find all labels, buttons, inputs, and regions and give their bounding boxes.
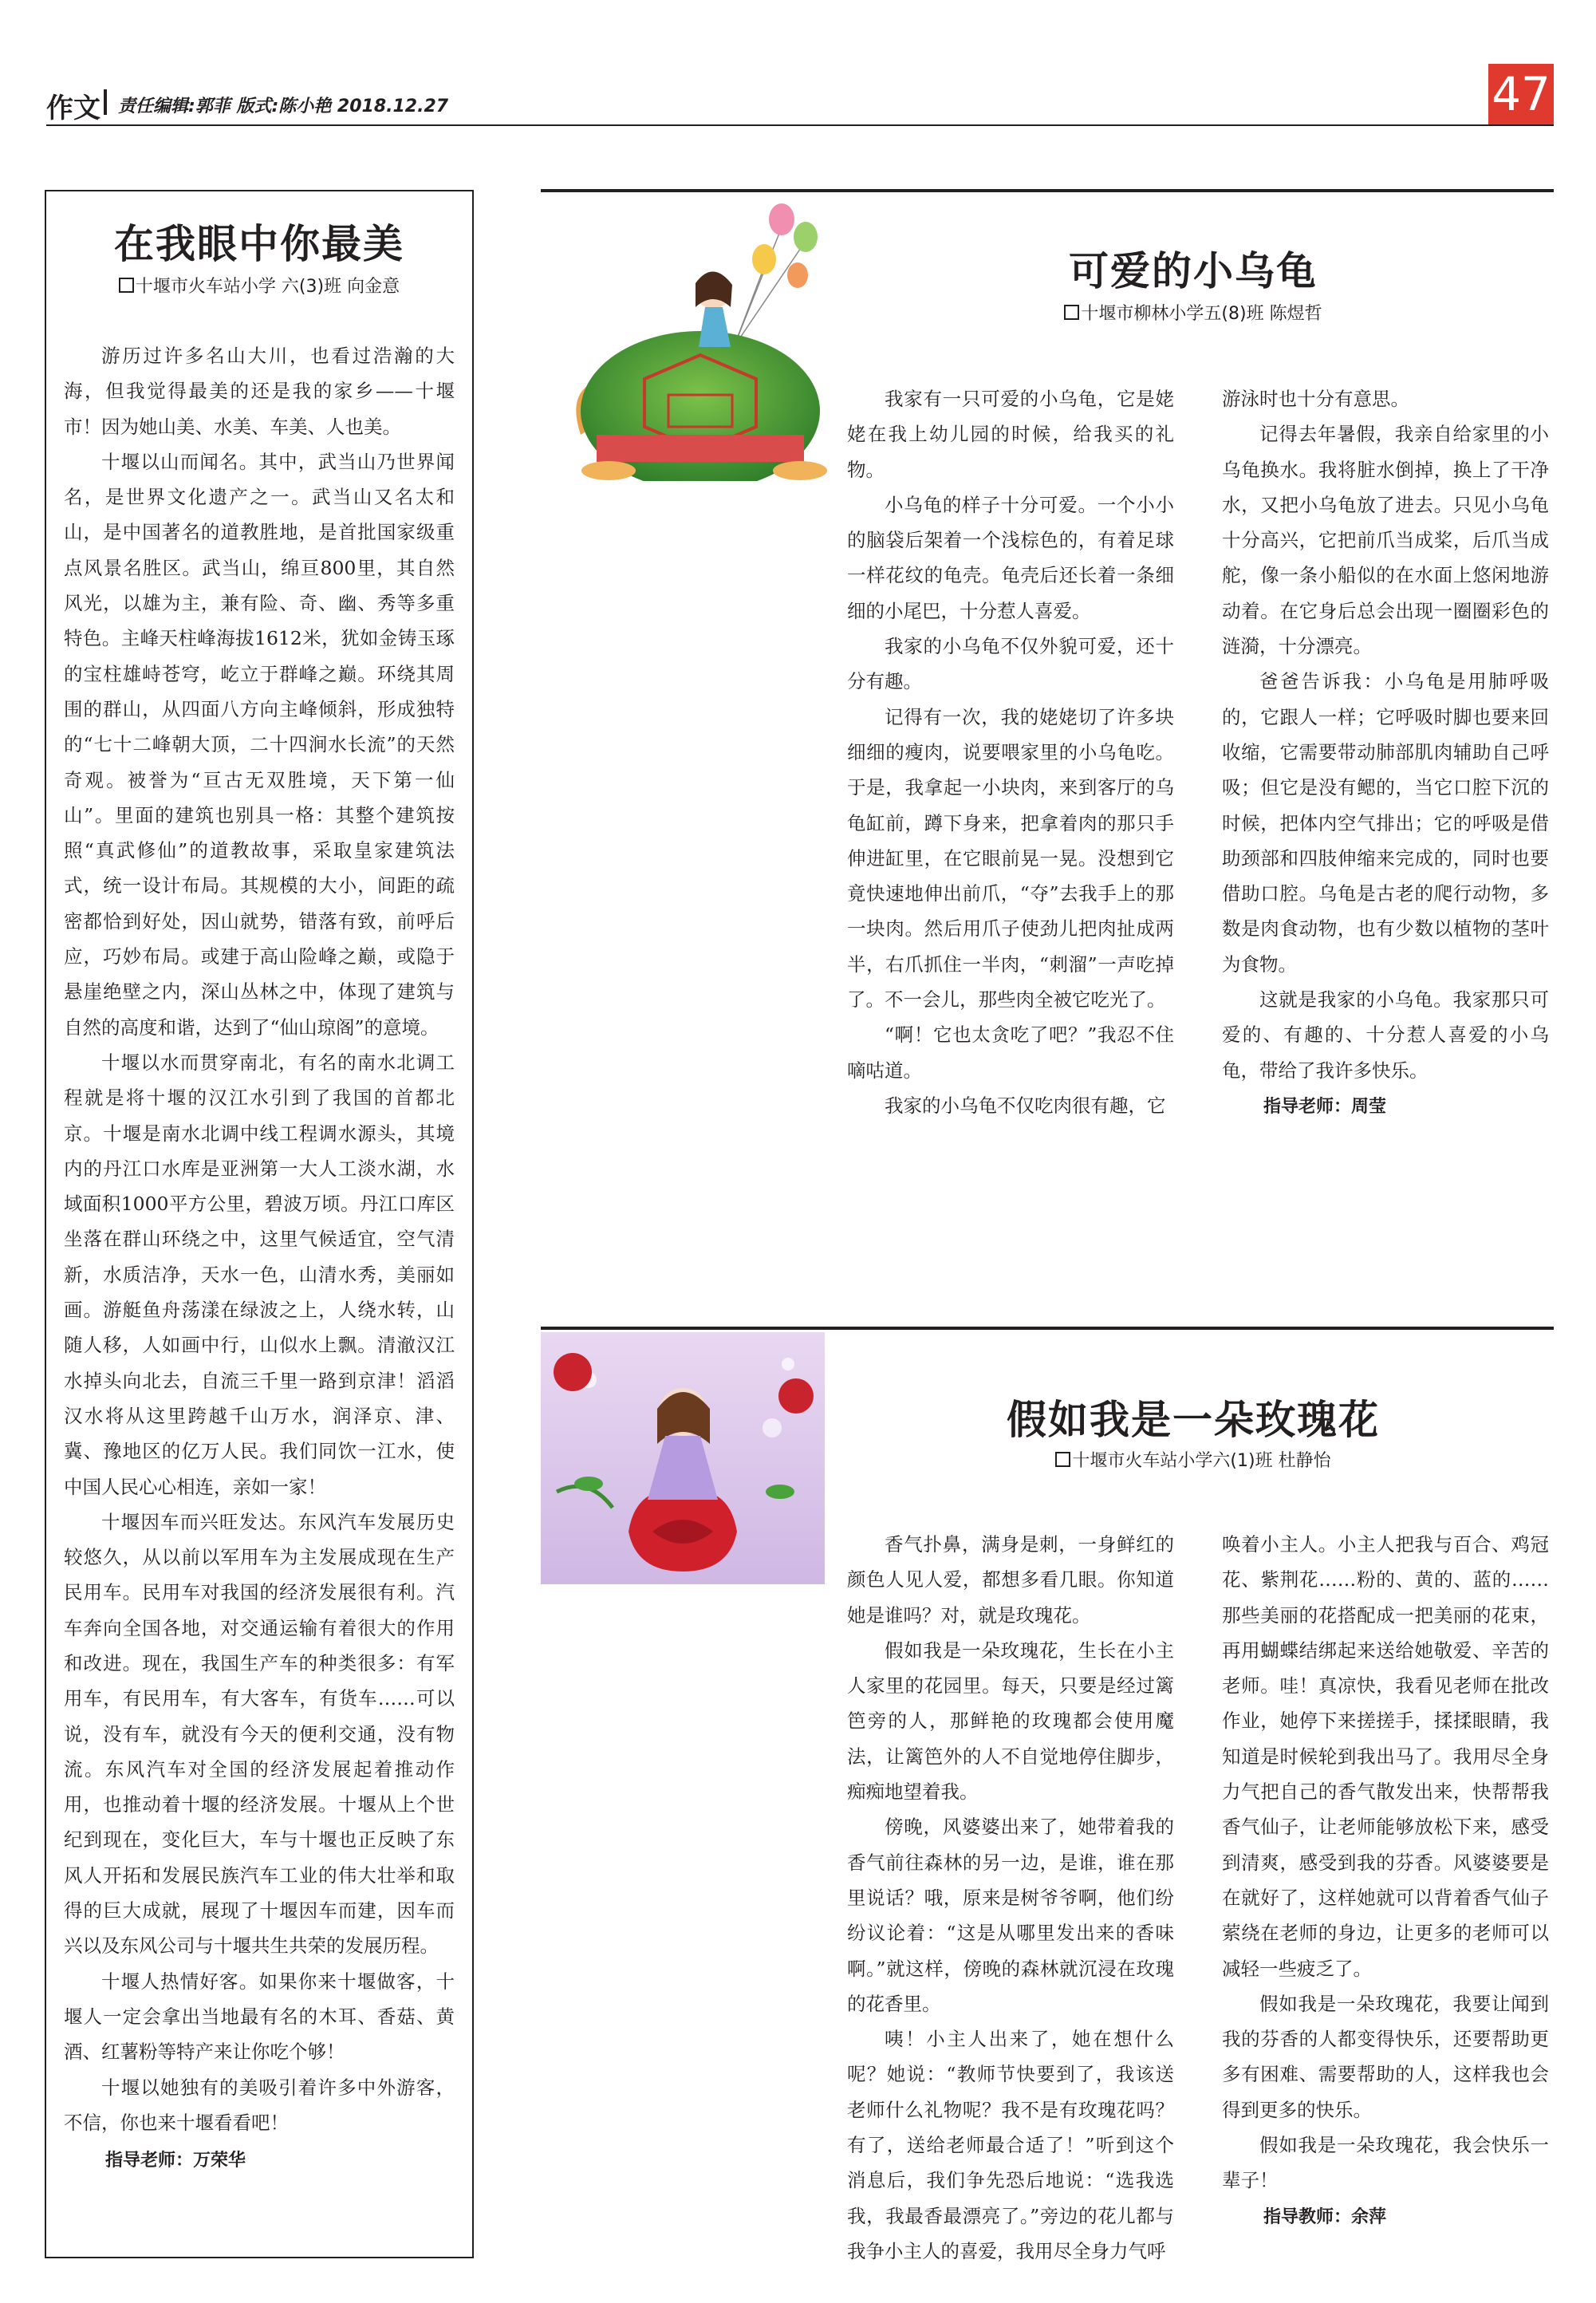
paragraph: 游历过许多名山大川，也看过浩瀚的大海，但我觉得最美的还是我的家乡——十堰市！因为她山美、水美、车美、人也美。 [64,345,455,438]
header-divider [104,89,107,115]
paragraph: 假如我是一朵玫瑰花，生长在小主人家里的花园里。每天，只要是经过篱笆旁的人，那鲜艳的玫瑰都会使用魔法，让篱笆外的人不自觉地停住脚步，痴痴地望着我。 [847,1639,1174,1804]
editor-info: 责任编辑:郭菲 版式:陈小艳 2018.12.27 [118,97,449,116]
article-2-col-2 [1222,381,1549,1125]
paragraph: 十堰以她独有的美吸引着许多中外游客，不信，你也来十堰看看吧！ [64,2076,455,2134]
paragraph: 记得去年暑假，我亲自给家里的小乌龟换水。我将脏水倒掉，换上了干净水，又把小乌龟放了进去。只见小乌龟十分高兴，它把前爪当成桨，后爪当成舵，像一条小船似的在水面上悠闲地游动着。在它身后总会出现一圈圈彩色的涟漪，十分漂亮。 [1222,423,1549,658]
article-1-teacher: 指导老师：万荣华 [105,2151,246,2171]
article-3-teacher: 指导教师：余萍 [1263,2206,1387,2227]
paragraph: 记得有一次，我的姥姥切了许多块细细的瘦肉，说要喂家里的小乌龟吃。于是，我拿起一小块肉，来到客厅的乌龟缸前，蹲下身来，把拿着肉的那只手伸进缸里，在它眼前晃一晃。没想到它竟快速地伸出前爪，“夺”去我手上的那一块肉。然后用爪子使劲儿把肉扯成两半，右爪抓住一半肉，“刺溜”一声吃掉了。不一会儿，那些肉全被它吃光了。 [847,705,1174,1012]
article-3-col-1 [847,1527,1174,2269]
paragraph: 十堰以水而贯穿南北，有名的南水北调工程就是将十堰的汉江水引到了我国的首都北京。十堰是南水北调中线工程调水源头，其境内的丹江口水库是亚洲第一大人工淡水湖，水域面积1000平方公里，碧波万顷。丹江口库区坐落在群山环绕之中，这里气候适宜，空气清新，水质洁净，天水一色，山清水秀，美丽如画。游艇鱼舟荡漾在绿波之上，人绕水转，山随人移，人如画中行，山似水上飘。清澈汉江水掉头向北去，自流三千里一路到京津！滔滔汉水将从这里跨越千山万水，润泽京、津、冀、豫地区的亿万人民。我们同饮一江水，使中国人民心心相连，亲如一家！ [64,1051,455,1498]
paragraph: 爸爸告诉我：小乌龟是用肺呼吸的，它跟人一样；它呼吸时脚也要来回收缩，它需要带动肺部肌肉辅助自己呼吸；但它是没有鳃的，当它口腔下沉的时候，把体内空气排出；它的呼吸是借助颈部和四肢伸缩来完成的，同时也要借助口腔。乌龟是古老的爬行动物，多数是肉食动物，也有少数以植物的茎叶为食物。 [1222,670,1549,976]
girl-on-turtle-illustration [549,195,836,481]
article-3-rule [541,1327,1554,1330]
paragraph: 我家的小乌龟不仅吃肉很有趣，它 [885,1094,1166,1117]
paragraph: 假如我是一朵玫瑰花，我要让闻到我的芬香的人都变得快乐，还要帮助更多有困难、需要帮助的人，这样我也会得到更多的快乐。 [1222,1992,1549,2121]
square-bullet-icon [119,278,134,293]
paragraph: 我家有一只可爱的小乌龟，它是姥姥在我上幼儿园的时候，给我买的礼物。 [847,388,1174,481]
square-bullet-icon [1064,305,1079,320]
article-3-byline: 十堰市火车站小学六(1)班 杜静怡 [994,1447,1393,1472]
article-2-col-1 [847,381,1174,1123]
paragraph: 假如我是一朵玫瑰花，我会快乐一辈子！ [1222,2134,1549,2192]
girl-on-rose-illustration [541,1332,825,1584]
paragraph: 这就是我家的小乌龟。我家那只可爱的、有趣的、十分惹人喜爱的小乌龟，带给了我许多快乐。 [1222,988,1549,1082]
paragraph: 十堰人热情好客。如果你来十堰做客，十堰人一定会拿出当地最有名的木耳、香菇、黄酒、红薯粉等特产来让你吃个够！ [64,1970,455,2064]
paragraph: 咦！小主人出来了，她在想什么呢？她说：“教师节快要到了，我该送老师什么礼物呢？我不是有玫瑰花吗？有了，送给老师最合适了！”听到这个消息后，我们争先恐后地说：“选我选我，我最香最漂亮了。”旁边的花儿都与我争小主人的喜爱，我用尽全身力气呼 [847,2028,1174,2262]
paragraph: 香气扑鼻，满身是刺，一身鲜红的颜色人见人爱，都想多看几眼。你知道她是谁吗？对，就是玫瑰花。 [847,1533,1174,1627]
paragraph: “啊！它也太贪吃了吧？”我忍不住嘀咕道。 [847,1023,1174,1082]
article-2-byline: 十堰市柳林小学五(8)班 陈煜哲 [994,300,1393,325]
article-3-col-2 [1222,1527,1549,2235]
paragraph: 十堰因车而兴旺发达。东风汽车发展历史较悠久，从以前以军用车为主发展成现在生产民用车。民用车对我国的经济发展很有利。汽车奔向全国各地，对交通运输有着很大的作用和改进。现在，我国生产车的种类很多：有军用车，有民用车，有大客车，有货车……可以说，没有车，就没有今天的便利交通，没有物流。东风汽车对全国的经济发展起着推动作用，也推动着十堰的经济发展。十堰从上个世纪到现在，变化巨大，车与十堰也正反映了东风人开拓和发展民族汽车工业的伟大壮举和取得的巨大成就，展现了十堰因车而建，因车而兴以及东风公司与十堰共生共荣的发展历程。 [64,1510,455,1958]
paragraph: 傍晚，风婆婆出来了，她带着我的香气前往森林的另一边，是谁，谁在那里说话？哦，原来是树爷爷啊，他们纷纷议论着：“这是从哪里发出来的香味啊。”就这样，傍晚的森林就沉浸在玫瑰的花香里。 [847,1816,1174,2015]
article-3-title: 假如我是一朵玫瑰花 [1007,1396,1380,1443]
section-label: 作文 [46,93,100,124]
article-1-byline: 十堰市火车站小学 六(3)班 向金意 [64,273,455,298]
paragraph: 小乌龟的样子十分可爱。一个小小的脑袋后架着一个浅棕色的，有着足球一样花纹的龟壳。龟壳后还长着一条细细的小尾巴，十分惹人喜爱。 [847,493,1174,622]
page-number: 47 [1488,64,1554,124]
paragraph-continuation: 唤着小主人。小主人把我与百合、鸡冠花、紫荆花……粉的、黄的、蓝的……那些美丽的花搭配成一把美丽的花束，再用蝴蝶结绑起来送给她敬爱、辛苦的老师。哇！真凉快，我看见老师在批改作业，她停下来搓搓手，揉揉眼睛，我知道是时候轮到我出马了。我用尽全身力气把自己的香气散发出来，快帮帮我香气仙子，让老师能够放松下来，感受到清爽，感受到我的芬香。风婆婆要是在就好了，这样她就可以背着香气仙子萦绕在老师的身边，让更多的老师可以减轻一些疲乏了。 [1222,1533,1549,1980]
paragraph: 我家的小乌龟不仅外貌可爱，还十分有趣。 [847,635,1174,693]
article-1-body [64,338,455,2179]
article-2-title: 可爱的小乌龟 [1069,247,1318,294]
article-1-title: 在我眼中你最美 [114,220,404,267]
paragraph: 十堰以山而闻名。其中，武当山乃世界闻名，是世界文化遗产之一。武当山又名太和山，是中国著名的道教胜地，是首批国家级重点风景名胜区。武当山，绵亘800里，其自然风光，以雄为主，兼有险、奇、幽、秀等多重特色。主峰天柱峰海拔1612米，犹如金铸玉琢的宝柱雄峙苍穹，屹立于群峰之巅。环绕其周围的群山，从四面八方向主峰倾斜，形成独特的“七十二峰朝大顶，二十四涧水长流”的天然奇观。被誉为“亘古无双胜境，天下第一仙山”。里面的建筑也别具一格：其整个建筑按照“真武修仙”的道教故事，采取皇家建筑法式，统一设计布局。其规模的大小，间距的疏密都恰到好处，因山就势，错落有致，前呼后应，巧妙布局。或建于高山险峰之巅，或隐于悬崖绝壁之内，深山丛林之中，体现了建筑与自然的高度和谐，达到了“仙山琼阁”的意境。 [64,450,455,1039]
header-rule [46,124,1554,126]
paragraph-continuation: 游泳时也十分有意思。 [1222,388,1409,410]
article-2-rule [541,189,1554,192]
square-bullet-icon [1055,1452,1070,1467]
article-2-teacher: 指导老师：周莹 [1263,1096,1387,1117]
